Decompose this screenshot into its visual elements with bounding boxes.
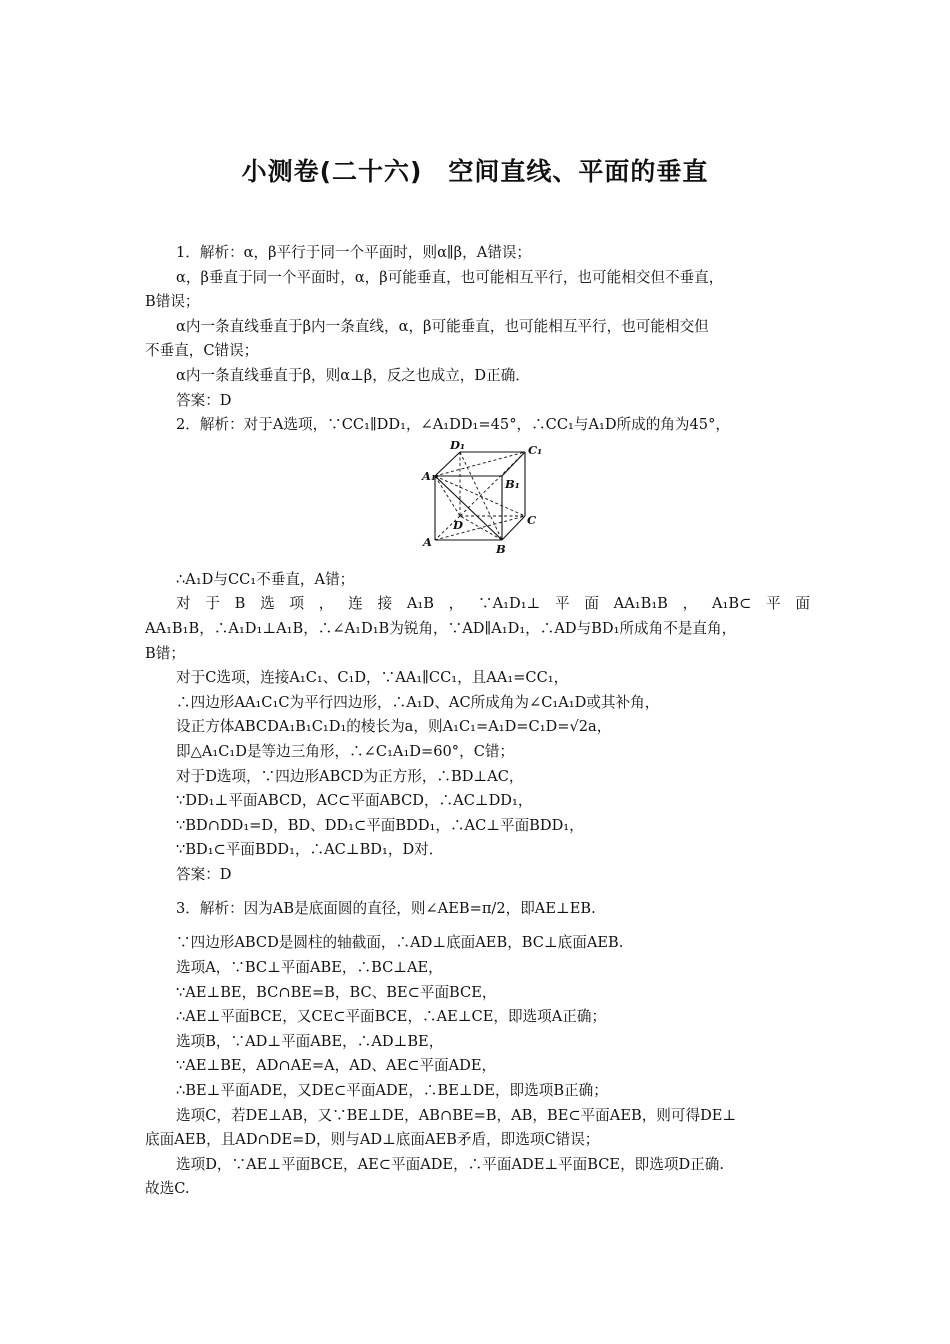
cube-diagram [422, 437, 560, 564]
text-line: α内一条直线垂直于β内一条直线，α，β可能垂直，也可能相互平行，也可能相交但 [176, 317, 709, 335]
label-b1: B₁ [505, 476, 520, 491]
text-line: ∵BD₁⊂平面BDD₁，∴AC⊥BD₁，D对． [176, 841, 444, 859]
label-a1: A₁ [422, 468, 436, 483]
text-line: ∵DD₁⊥平面ABCD，AC⊂平面ABCD，∴AC⊥DD₁， [176, 792, 533, 810]
text-line: ∴四边形AA₁C₁C为平行四边形，∴A₁D、AC所成角为∠C₁A₁D或其补角， [176, 693, 660, 711]
label-d: D [453, 517, 463, 532]
label-b: B [496, 541, 506, 556]
label-d1: D₁ [450, 437, 466, 452]
text-line: ∵AE⊥BE，BC∩BE=B，BC、BE⊂平面BCE， [176, 983, 497, 1001]
text-line: 选项B，∵AD⊥平面ABE，∴AD⊥BE， [176, 1032, 444, 1050]
text-line: 设正方体ABCDA₁B₁C₁D₁的棱长为a，则A₁C₁=A₁D=C₁D=√2a， [176, 718, 612, 736]
label-c1: C₁ [528, 442, 543, 457]
page-title: 小测卷(二十六) 空间直线、平面的垂直 [241, 157, 709, 186]
text-line: 选项A，∵BC⊥平面ABE，∴BC⊥AE， [176, 959, 443, 977]
text-line: 即△A₁C₁D是等边三角形，∴∠C₁A₁D=60°，C错； [176, 742, 515, 760]
label-c: C [527, 512, 537, 527]
text-line: ∵BD∩DD₁=D，BD、DD₁⊂平面BDD₁，∴AC⊥平面BDD₁， [176, 816, 584, 834]
cube-figure [145, 437, 810, 570]
text-line: B错误； [145, 293, 200, 311]
text-line: ∴AE⊥平面BCE，又CE⊂平面BCE，∴AE⊥CE，即选项A正确； [176, 1008, 607, 1026]
text-line: 对于D选项，∵四边形ABCD为正方形，∴BD⊥AC， [176, 767, 524, 785]
text-line: ∴BE⊥平面ADE，又DE⊂平面ADE，∴BE⊥DE，即选项B正确； [176, 1082, 608, 1100]
text-line: 底面AEB，且AD∩DE=D，则与AD⊥底面AEB矛盾，即选项C错误； [145, 1131, 600, 1149]
text-line: 不垂直，C错误； [145, 342, 259, 360]
text-line: α，β垂直于同一个平面时，α，β可能垂直，也可能相互平行，也可能相交但不垂直， [176, 268, 724, 286]
text-line: 故选C. [145, 1180, 190, 1198]
text-line: 2．解析：对于A选项，∵CC₁∥DD₁，∠A₁DD₁=45°，∴CC₁与A₁D所成的角为45°， [176, 416, 730, 434]
solution-body [145, 241, 810, 1202]
text-line: ∴A₁D与CC₁不垂直，A错； [176, 570, 355, 588]
text-line: 3．解析：因为AB是底面圆的直径，则∠AEB=π/2，即AE⊥EB. [176, 900, 596, 918]
text-line: 1．解析：α，β平行于同一个平面时，则α∥β，A错误； [176, 244, 532, 261]
label-a: A [423, 534, 432, 549]
text-line: ∵AE⊥BE，AD∩AE=A，AD、AE⊂平面ADE， [176, 1057, 497, 1075]
text-line: 对于C选项，连接A₁C₁、C₁D，∵AA₁∥CC₁，且AA₁=CC₁， [176, 669, 569, 687]
text-line: α内一条直线垂直于β，则α⊥β，反之也成立，D正确． [176, 366, 530, 384]
text-line: 对于B选项，连接A₁B，∵A₁D₁⊥平面AA₁B₁B，A₁B⊂平面 [176, 595, 810, 613]
text-line: B错； [145, 644, 185, 662]
text-line: ∵四边形ABCD是圆柱的轴截面，∴AD⊥底面AEB，BC⊥底面AEB. [176, 934, 624, 952]
answer-line: 答案：D [176, 865, 232, 883]
text-line: AA₁B₁B，∴A₁D₁⊥A₁B，∴∠A₁D₁B为锐角，∵AD∥A₁D₁，∴AD与BD₁所成角不是直角， [145, 619, 737, 637]
text-line: 选项D，∵AE⊥平面BCE，AE⊂平面ADE，∴平面ADE⊥平面BCE，即选项D正确. [176, 1155, 724, 1173]
text-line: 选项C，若DE⊥AB，又∵BE⊥DE，AB∩BE=B，AB，BE⊂平面AEB，则可得DE⊥ [176, 1106, 737, 1124]
answer-line: 答案：D [176, 391, 232, 409]
